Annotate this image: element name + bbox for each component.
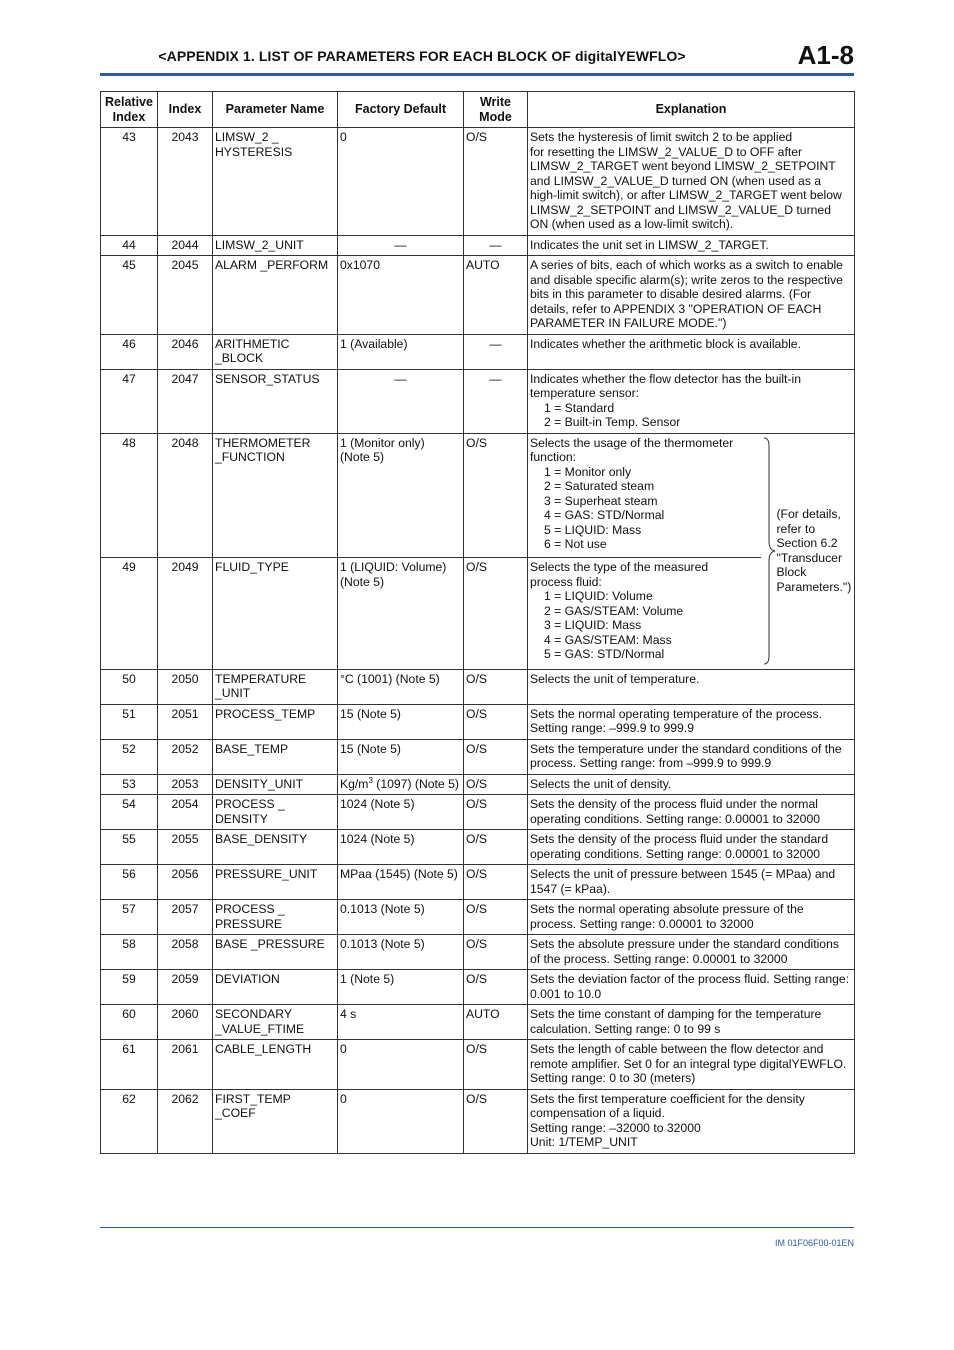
parameter-name-cell xyxy=(213,865,338,900)
side-note-line: Block xyxy=(776,565,807,579)
relative-index-cell: 44 xyxy=(101,235,158,256)
relative-index-cell: 48 xyxy=(101,433,158,558)
relative-index-cell: 60 xyxy=(101,1005,158,1040)
table-row xyxy=(101,1040,855,1090)
factory-default-line: 1 (Note 5) xyxy=(340,972,395,986)
write-mode-cell: O/S xyxy=(464,935,528,970)
col-header-explanation: Explanation xyxy=(528,92,855,128)
parameter-name-line: BASE _PRESSURE xyxy=(215,937,325,951)
factory-default-cell xyxy=(338,235,464,256)
explanation-line: Sets the length of cable between the flow detector and xyxy=(530,1042,824,1056)
table-row xyxy=(101,1005,855,1040)
parameter-name-line: PROCESS _ xyxy=(215,902,285,916)
parameter-name-cell xyxy=(213,558,338,669)
factory-default-cell xyxy=(338,1040,464,1090)
table-row xyxy=(101,830,855,865)
relative-index-cell: 43 xyxy=(101,128,158,236)
explanation-cell xyxy=(528,830,855,865)
explanation-line: PARAMETER IN FAILURE MODE.") xyxy=(530,316,727,330)
explanation-line: process. Setting range: 0.00001 to 32000 xyxy=(530,916,754,931)
write-mode-cell: O/S xyxy=(464,830,528,865)
factory-default-line: — xyxy=(394,371,407,386)
explanation-line: operating conditions. Setting range: 0.00001 to 32000 xyxy=(530,811,821,826)
explanation-line: Unit: 1/TEMP_UNIT xyxy=(530,1135,638,1149)
factory-default-line: 0 xyxy=(340,130,347,144)
explanation-option: 4 = GAS/STEAM: Mass xyxy=(544,632,672,647)
write-mode-cell: — xyxy=(464,235,528,256)
factory-default-line: 15 (Note 5) xyxy=(340,706,401,721)
explanation-line: 1547 (= kPaa). xyxy=(530,881,611,896)
table-row xyxy=(101,739,855,774)
side-note-line: Parameters.") xyxy=(776,579,852,594)
parameter-name-line: BASE_TEMP xyxy=(215,741,289,756)
parameter-name-line: ALARM _PERFORM xyxy=(215,258,329,272)
table-row xyxy=(101,433,855,558)
relative-index-cell: 45 xyxy=(101,256,158,335)
write-mode-cell: O/S xyxy=(464,433,528,558)
factory-default-cell xyxy=(338,669,464,704)
factory-default-cell xyxy=(338,865,464,900)
explanation-line: Selects the unit of pressure between 1545 (= MPaa) and xyxy=(530,867,836,881)
parameter-name-cell xyxy=(213,970,338,1005)
explanation-line: Sets the absolute pressure under the standard conditions xyxy=(530,937,839,951)
explanation-cell xyxy=(528,970,855,1005)
col-header-relative-index: Relative Index xyxy=(101,92,158,128)
relative-index-cell: 50 xyxy=(101,669,158,704)
write-mode-cell: AUTO xyxy=(464,256,528,335)
parameter-name-cell xyxy=(213,1089,338,1153)
table-row xyxy=(101,704,855,739)
write-mode-cell: O/S xyxy=(464,795,528,830)
explanation-cell xyxy=(528,704,855,739)
factory-default-line: (Note 5) xyxy=(340,574,385,589)
index-cell: 2056 xyxy=(158,865,213,900)
explanation-line: details, refer to APPENDIX 3 "OPERATION OF EACH xyxy=(530,301,822,316)
write-mode-cell: O/S xyxy=(464,1089,528,1153)
explanation-line: function: xyxy=(530,450,577,464)
page-title: <APPENDIX 1. LIST OF PARAMETERS FOR EACH BLOCK OF digitalYEWFLO> xyxy=(158,48,686,64)
parameter-name-cell xyxy=(213,739,338,774)
index-cell: 2050 xyxy=(158,669,213,704)
parameter-name-cell xyxy=(213,128,338,236)
explanation-option: 3 = Superheat steam xyxy=(544,493,658,508)
explanation-line: Sets the first temperature coefficient for the density xyxy=(530,1091,805,1106)
document-id: IM 01F06F00-01EN xyxy=(774,1238,854,1248)
index-cell: 2046 xyxy=(158,334,213,369)
side-note-line: Section 6.2 xyxy=(776,536,838,550)
parameter-name-line: PRESSURE xyxy=(215,916,283,931)
page-header xyxy=(100,40,854,74)
explanation-option: 4 = GAS: STD/Normal xyxy=(544,508,665,522)
parameter-name-line: BASE_DENSITY xyxy=(215,832,308,846)
relative-index-cell: 46 xyxy=(101,334,158,369)
relative-index-cell: 52 xyxy=(101,739,158,774)
write-mode-cell: — xyxy=(464,369,528,433)
parameter-name-line: LIMSW_2_UNIT xyxy=(215,237,304,252)
factory-default-line: °C (1001) (Note 5) xyxy=(340,671,440,686)
parameter-name-line: DENSITY_UNIT xyxy=(215,776,304,791)
parameter-name-line: FLUID_TYPE xyxy=(215,560,289,575)
unit-superscript: 3 xyxy=(368,775,373,785)
explanation-line: Sets the density of the process fluid under the standard xyxy=(530,832,829,846)
relative-index-cell: 55 xyxy=(101,830,158,865)
parameter-name-line: SENSOR_STATUS xyxy=(215,371,320,386)
explanation-line: Indicates whether the flow detector has the built-in xyxy=(530,371,801,386)
parameter-name-line: _COEF xyxy=(215,1106,256,1120)
explanation-option: 2 = GAS/STEAM: Volume xyxy=(544,603,684,618)
parameter-name-cell xyxy=(213,669,338,704)
explanation-line: Selects the unit of temperature. xyxy=(530,671,700,686)
parameter-name-cell xyxy=(213,704,338,739)
explanation-cell xyxy=(528,865,855,900)
explanation-line: calculation. Setting range: 0 to 99 s xyxy=(530,1021,721,1036)
explanation-line: LIMSW_2_TARGET went beyond LIMSW_2_SETPOINT xyxy=(530,159,836,173)
explanation-line: 0.001 to 10.0 xyxy=(530,986,602,1001)
explanation-cell xyxy=(528,900,855,935)
factory-default-cell xyxy=(338,558,464,669)
parameter-name-line: DENSITY xyxy=(215,811,268,826)
index-cell: 2058 xyxy=(158,935,213,970)
table-header-row xyxy=(101,92,855,128)
explanation-line: high-limit switch), or after LIMSW_2_TARGET went below xyxy=(530,188,842,202)
explanation-line: Sets the deviation factor of the process fluid. Setting range: xyxy=(530,972,850,986)
index-cell: 2060 xyxy=(158,1005,213,1040)
index-cell: 2054 xyxy=(158,795,213,830)
explanation-line: ON (when used as a low-limit switch). xyxy=(530,217,734,231)
relative-index-cell: 59 xyxy=(101,970,158,1005)
side-note xyxy=(763,436,853,666)
explanation-cell xyxy=(528,1040,855,1090)
factory-default-cell xyxy=(338,739,464,774)
relative-index-cell: 58 xyxy=(101,935,158,970)
factory-default-cell xyxy=(338,1005,464,1040)
relative-index-cell: 53 xyxy=(101,774,158,795)
explanation-line: and disable specific alarm(s); write zeros to the respective xyxy=(530,272,843,287)
index-cell: 2047 xyxy=(158,369,213,433)
table-row xyxy=(101,235,855,256)
explanation-line: for resetting the LIMSW_2_VALUE_D to OFF after xyxy=(530,144,803,159)
explanation-cell xyxy=(528,774,855,795)
parameter-name-line: FIRST_TEMP xyxy=(215,1091,291,1106)
col-header-index: Index xyxy=(158,92,213,128)
explanation-cell xyxy=(528,369,855,433)
write-mode-cell: O/S xyxy=(464,128,528,236)
parameter-name-cell xyxy=(213,334,338,369)
table-body xyxy=(101,128,855,1154)
factory-default-cell xyxy=(338,970,464,1005)
parameter-name-cell xyxy=(213,935,338,970)
table-row xyxy=(101,865,855,900)
table-row xyxy=(101,256,855,335)
parameter-name-line: _FUNCTION xyxy=(215,450,285,464)
explanation-cell xyxy=(528,128,855,236)
parameter-name-cell xyxy=(213,774,338,795)
table-row xyxy=(101,1089,855,1153)
write-mode-cell: O/S xyxy=(464,774,528,795)
factory-default-cell xyxy=(338,795,464,830)
side-note-line: refer to xyxy=(776,521,816,536)
parameter-name-cell xyxy=(213,369,338,433)
table-row xyxy=(101,334,855,369)
table-row xyxy=(101,558,855,669)
explanation-option: 2 = Saturated steam xyxy=(544,479,655,493)
index-cell: 2053 xyxy=(158,774,213,795)
factory-default-line: — xyxy=(394,237,407,252)
explanation-line: Sets the normal operating absolute pressure of the xyxy=(530,902,804,916)
explanation-line: temperature sensor: xyxy=(530,386,640,400)
explanation-line: operating conditions. Setting range: 0.00001 to 32000 xyxy=(530,846,821,861)
explanation-cell xyxy=(528,433,761,558)
table-row xyxy=(101,369,855,433)
parameter-name-line: TEMPERATURE xyxy=(215,671,307,686)
parameter-name-line: HYSTERESIS xyxy=(215,144,293,159)
relative-index-cell: 47 xyxy=(101,369,158,433)
factory-default-unit: Kg/m xyxy=(340,776,369,791)
factory-default-line: 1 (Monitor only) xyxy=(340,435,425,450)
parameter-name-line: LIMSW_2 _ xyxy=(215,130,279,144)
factory-default-line: 0.1013 (Note 5) xyxy=(340,937,425,951)
index-cell: 2061 xyxy=(158,1040,213,1090)
factory-default-line: 0.1013 (Note 5) xyxy=(340,902,425,916)
factory-default-cell xyxy=(338,1089,464,1153)
parameter-name-line: ARITHMETIC xyxy=(215,336,290,351)
relative-index-cell: 54 xyxy=(101,795,158,830)
explanation-line: Setting range: –32000 to 32000 xyxy=(530,1120,701,1135)
table-row xyxy=(101,128,855,236)
write-mode-cell: O/S xyxy=(464,704,528,739)
index-cell: 2045 xyxy=(158,256,213,335)
header-divider xyxy=(100,73,854,76)
write-mode-cell: O/S xyxy=(464,1040,528,1090)
table-row xyxy=(101,669,855,704)
relative-index-cell: 57 xyxy=(101,900,158,935)
index-cell: 2049 xyxy=(158,558,213,669)
side-note-line: "Transducer xyxy=(776,550,843,565)
write-mode-cell: O/S xyxy=(464,669,528,704)
page-number: A1-8 xyxy=(797,40,854,70)
explanation-option: 1 = Monitor only xyxy=(544,464,632,479)
factory-default-cell xyxy=(338,334,464,369)
parameter-name-cell xyxy=(213,256,338,335)
index-cell: 2059 xyxy=(158,970,213,1005)
parameter-name-cell xyxy=(213,900,338,935)
parameter-name-cell xyxy=(213,235,338,256)
factory-default-cell xyxy=(338,256,464,335)
factory-default-line: 1024 (Note 5) xyxy=(340,832,415,846)
factory-default-rest: (1097) (Note 5) xyxy=(372,776,459,791)
index-cell: 2057 xyxy=(158,900,213,935)
write-mode-cell: O/S xyxy=(464,865,528,900)
parameter-name-line: DEVIATION xyxy=(215,972,280,986)
index-cell: 2062 xyxy=(158,1089,213,1153)
parameter-name-cell xyxy=(213,795,338,830)
explanation-line: Setting range: 0 to 30 (meters) xyxy=(530,1071,696,1085)
factory-default-line: (Note 5) xyxy=(340,450,385,464)
parameter-name-cell xyxy=(213,1040,338,1090)
relative-index-cell: 51 xyxy=(101,704,158,739)
parameter-name-line: _UNIT xyxy=(215,686,251,700)
table-row xyxy=(101,795,855,830)
explanation-option: 5 = LIQUID: Mass xyxy=(544,522,642,537)
parameter-name-line: PROCESS_TEMP xyxy=(215,706,316,721)
explanation-option: 3 = LIQUID: Mass xyxy=(544,618,642,633)
relative-index-cell: 56 xyxy=(101,865,158,900)
factory-default-cell xyxy=(338,830,464,865)
factory-default-cell xyxy=(338,433,464,558)
explanation-cell xyxy=(528,256,855,335)
explanation-line: A series of bits, each of which works as a switch to enable xyxy=(530,258,843,272)
index-cell: 2043 xyxy=(158,128,213,236)
explanation-option: 2 = Built-in Temp. Sensor xyxy=(544,415,681,429)
side-note-line: (For details, xyxy=(776,507,841,521)
side-note-cell xyxy=(761,433,855,669)
index-cell: 2052 xyxy=(158,739,213,774)
explanation-line: Selects the unit of density. xyxy=(530,776,672,791)
explanation-line: Indicates the unit set in LIMSW_2_TARGET. xyxy=(530,237,769,252)
factory-default-line: 1 (Available) xyxy=(340,336,408,351)
relative-index-cell: 62 xyxy=(101,1089,158,1153)
factory-default-line xyxy=(340,777,461,792)
parameter-name-line: PROCESS _ xyxy=(215,797,285,811)
index-cell: 2055 xyxy=(158,830,213,865)
table-row xyxy=(101,935,855,970)
parameter-name-line: THERMOMETER xyxy=(215,435,311,450)
explanation-cell xyxy=(528,334,855,369)
relative-index-cell: 61 xyxy=(101,1040,158,1090)
explanation-cell xyxy=(528,1089,855,1153)
explanation-cell xyxy=(528,795,855,830)
explanation-cell xyxy=(528,235,855,256)
explanation-option: 5 = GAS: STD/Normal xyxy=(544,647,665,662)
table-row xyxy=(101,900,855,935)
explanation-line: Sets the density of the process fluid under the normal xyxy=(530,797,818,811)
explanation-cell xyxy=(528,739,855,774)
explanation-line: process. Setting range: from –999.9 to 999.9 xyxy=(530,756,772,770)
explanation-cell xyxy=(528,1005,855,1040)
factory-default-line: 15 (Note 5) xyxy=(340,741,401,756)
factory-default-cell xyxy=(338,704,464,739)
factory-default-cell xyxy=(338,369,464,433)
parameter-name-line: PRESSURE_UNIT xyxy=(215,867,318,881)
col-header-parameter-name: Parameter Name xyxy=(213,92,338,128)
relative-index-cell: 49 xyxy=(101,558,158,669)
explanation-cell xyxy=(528,935,855,970)
explanation-line: Indicates whether the arithmetic block is available. xyxy=(530,336,801,351)
factory-default-line: 4 s xyxy=(340,1007,357,1021)
factory-default-line: 0x1070 xyxy=(340,258,380,272)
explanation-line: remote amplifier. Set 0 for an integral type digitalYEWFLO. xyxy=(530,1056,847,1071)
explanation-cell xyxy=(528,558,761,669)
index-cell: 2044 xyxy=(158,235,213,256)
explanation-line: process fluid: xyxy=(530,574,602,589)
factory-default-cell xyxy=(338,935,464,970)
explanation-line: compensation of a liquid. xyxy=(530,1106,665,1120)
factory-default-line: 1 (LIQUID: Volume) xyxy=(340,560,447,575)
factory-default-cell xyxy=(338,128,464,236)
explanation-line: Selects the usage of the thermometer xyxy=(530,435,734,450)
write-mode-cell: — xyxy=(464,334,528,369)
write-mode-cell: O/S xyxy=(464,558,528,669)
col-header-factory-default: Factory Default xyxy=(338,92,464,128)
footer-divider xyxy=(100,1227,854,1228)
parameter-name-cell xyxy=(213,1005,338,1040)
explanation-line: bits in this parameter to disable desired alarms. (For xyxy=(530,287,812,301)
factory-default-line: MPaa (1545) (Note 5) xyxy=(340,867,458,881)
index-cell: 2051 xyxy=(158,704,213,739)
parameter-name-line: _VALUE_FTIME xyxy=(215,1021,305,1036)
explanation-line: and LIMSW_2_VALUE_D turned ON (when used as a xyxy=(530,173,822,188)
write-mode-cell: O/S xyxy=(464,739,528,774)
table-row xyxy=(101,774,855,795)
explanation-line: Setting range: –999.9 to 999.9 xyxy=(530,721,694,735)
factory-default-cell xyxy=(338,900,464,935)
explanation-line: of the process. Setting range: 0.00001 to 32000 xyxy=(530,951,788,966)
parameter-name-line: _BLOCK xyxy=(215,351,264,365)
parameter-table xyxy=(100,91,855,1154)
explanation-option: 6 = Not use xyxy=(544,537,607,551)
write-mode-cell: AUTO xyxy=(464,1005,528,1040)
write-mode-cell: O/S xyxy=(464,900,528,935)
table-row xyxy=(101,970,855,1005)
parameter-name-cell xyxy=(213,433,338,558)
explanation-line: LIMSW_2_SETPOINT and LIMSW_2_VALUE_D turned xyxy=(530,202,831,217)
index-cell: 2048 xyxy=(158,433,213,558)
parameter-name-line: SECONDARY xyxy=(215,1007,292,1021)
explanation-line: Sets the normal operating temperature of the process. xyxy=(530,706,822,721)
explanation-option: 1 = Standard xyxy=(544,400,615,415)
explanation-line: Selects the type of the measured xyxy=(530,560,709,575)
factory-default-line: 1024 (Note 5) xyxy=(340,797,415,811)
right-brace-icon xyxy=(763,436,777,666)
factory-default-line: 0 xyxy=(340,1091,347,1106)
explanation-line: Sets the temperature under the standard conditions of the xyxy=(530,741,842,756)
explanation-line: Sets the hysteresis of limit switch 2 to be applied xyxy=(530,130,793,144)
parameter-name-cell xyxy=(213,830,338,865)
write-mode-cell: O/S xyxy=(464,970,528,1005)
side-note-text xyxy=(777,507,852,594)
explanation-line: Sets the time constant of damping for the temperature xyxy=(530,1007,822,1021)
col-header-write-mode: Write Mode xyxy=(464,92,528,128)
explanation-option: 1 = LIQUID: Volume xyxy=(544,589,653,604)
explanation-cell xyxy=(528,669,855,704)
factory-default-cell xyxy=(338,774,464,795)
parameter-name-line: CABLE_LENGTH xyxy=(215,1042,312,1056)
factory-default-line: 0 xyxy=(340,1042,347,1056)
